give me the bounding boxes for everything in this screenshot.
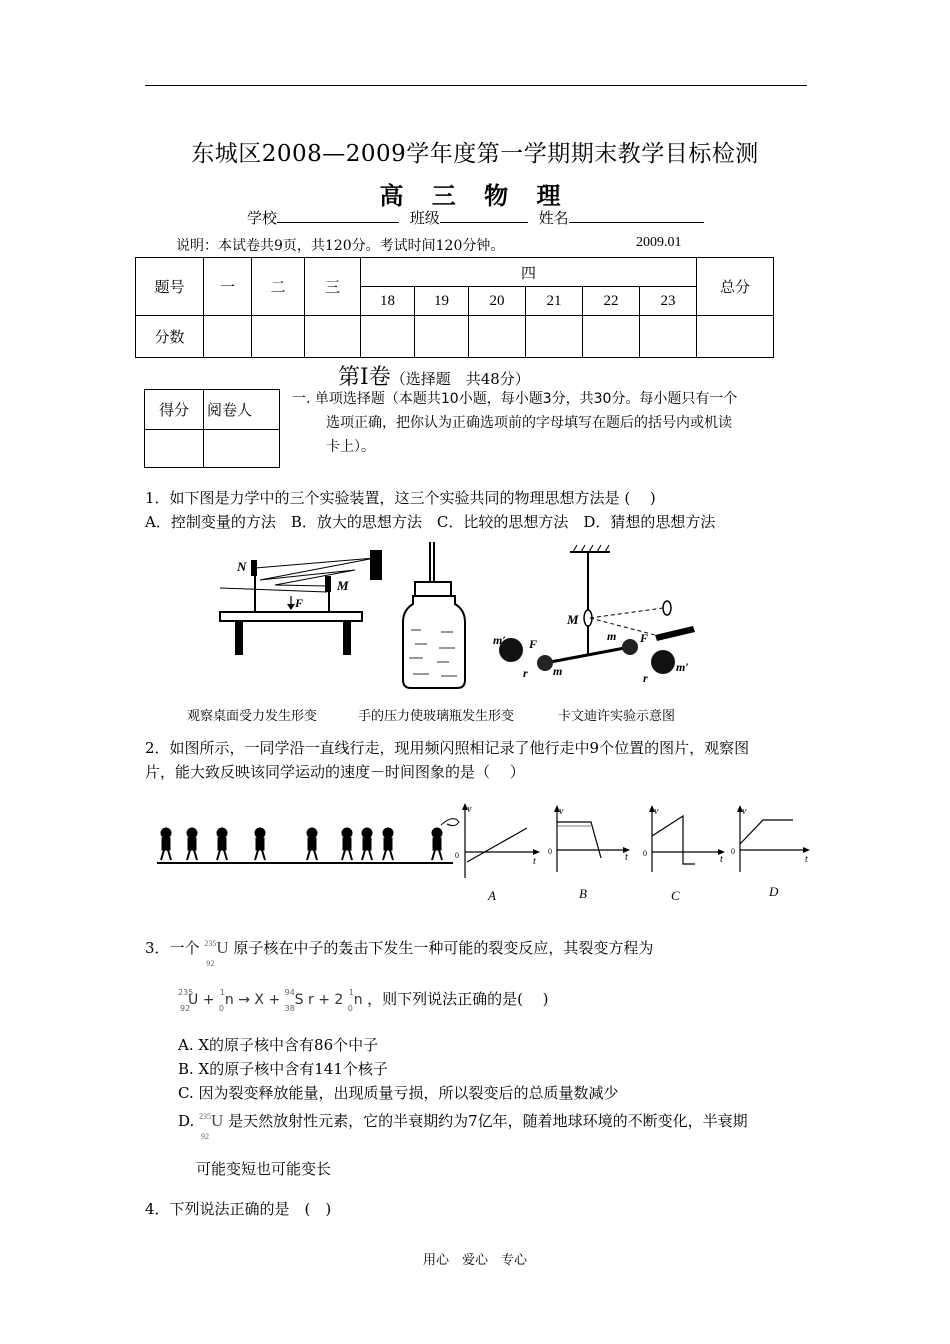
graph-label-A: A xyxy=(488,888,496,903)
axis-v-B: v xyxy=(559,806,564,817)
page-footer: 用心 爱心 专心 xyxy=(422,1253,527,1268)
q2-stem-line1: 2．如图所示，一同学沿一直线行走，现用频闪照相记录了他行走中9个位置的图片，观察图 xyxy=(145,739,750,757)
score-cell[interactable] xyxy=(361,316,415,358)
q3-option-D-line2: 可能变短也可能变长 xyxy=(196,1160,332,1178)
q3-option-D-pre: D. xyxy=(178,1112,195,1130)
subcol: 18 xyxy=(361,287,415,316)
section1-heading xyxy=(292,387,737,459)
section1-heading-line: 一. 单项选择题（本题共10小题，每小题3分，共30分。每小题只有一个 xyxy=(292,391,738,407)
school-field[interactable] xyxy=(277,208,399,223)
label-r-right: r xyxy=(643,671,648,685)
eq-U-mass: 235 xyxy=(178,988,194,997)
axis-t-D: t xyxy=(805,854,808,865)
walker-figure xyxy=(432,828,442,860)
name-field[interactable] xyxy=(569,208,704,223)
eq-U-charge: 92 xyxy=(180,1004,191,1013)
bottle-apparatus xyxy=(403,542,465,688)
q1-options: A．控制变量的方法 B．放大的思想方法 C．比较的思想方法 D．猜想的思想方法 xyxy=(145,513,716,531)
label-m-right: m xyxy=(607,629,617,643)
exam-subject: 高 三 物 理 xyxy=(379,182,571,210)
score-cell[interactable] xyxy=(583,316,640,358)
section1-title-sub: （选择题 共48分） xyxy=(390,370,530,388)
score-table xyxy=(135,257,774,358)
q3-option-B: B. X的原子核中含有141个核子 xyxy=(178,1060,388,1078)
axis-t-C: t xyxy=(720,854,723,865)
col-1: 一 xyxy=(204,258,252,316)
grade-box xyxy=(144,389,280,468)
cavendish-apparatus xyxy=(493,545,695,685)
eq-n2-symbol: n xyxy=(353,992,363,1008)
walker-figure xyxy=(342,828,352,860)
q2-figure xyxy=(155,800,815,910)
q4-stem: 4．下列说法正确的是 ( ) xyxy=(145,1200,332,1218)
label-mprime-right: m′ xyxy=(676,660,689,674)
q3-option-D xyxy=(178,1110,748,1141)
walker-figure xyxy=(255,828,265,860)
grade-score-cell[interactable] xyxy=(145,430,204,468)
walker-figure xyxy=(383,828,393,860)
grade-score-label: 得分 xyxy=(145,390,204,430)
eq-X: X xyxy=(254,992,264,1008)
eq-n2-mass: 1 xyxy=(348,988,354,997)
label-M: M xyxy=(337,578,349,593)
subcol: 23 xyxy=(640,287,697,316)
label-F: F xyxy=(295,596,304,610)
q1-caption-2: 手的压力使玻璃瓶发生形变 xyxy=(358,709,515,724)
nuclide-U-D xyxy=(199,1110,224,1141)
col-2: 二 xyxy=(252,258,305,316)
vt-graph-A xyxy=(455,803,540,903)
eq-plus: + xyxy=(268,992,281,1008)
eq-plus-2: + 2 xyxy=(318,992,344,1008)
eq-U xyxy=(178,988,199,1013)
walker-figure xyxy=(161,828,171,860)
q2-stem-line2: 片，能大致反映该同学运动的速度－时间图象的是（ ） xyxy=(145,763,525,781)
grade-reviewer-cell[interactable] xyxy=(204,430,280,468)
q3-stem-pre: 3．一个 xyxy=(145,939,200,957)
label-M-cav: M xyxy=(567,612,579,627)
fission-equation xyxy=(178,988,549,1013)
class-field[interactable] xyxy=(440,208,528,223)
origin-D: 0 xyxy=(731,847,735,856)
axis-v-D: v xyxy=(742,806,747,817)
label-F-left: F xyxy=(529,637,538,651)
label-mprime-left: m′ xyxy=(493,633,506,647)
origin-B: 0 xyxy=(548,847,552,856)
section1-heading-line: 选项正确，把你认为正确选项前的字母填写在题后的括号内或机读 xyxy=(326,415,732,431)
graph-label-C: C xyxy=(671,888,680,903)
axis-v-C: v xyxy=(654,806,659,817)
q3-option-D-post: 是天然放射性元素，它的半衰期约为7亿年，随着地球环境的不断变化，半衰期 xyxy=(228,1112,748,1130)
student-info-line xyxy=(247,207,704,228)
eq-tail: ，则下列说法正确的是( ) xyxy=(367,990,549,1008)
col-total: 总分 xyxy=(697,258,774,316)
q1-caption-3: 卡文迪许实验示意图 xyxy=(558,709,676,724)
eq-arrow: → xyxy=(238,992,250,1008)
origin-A: 0 xyxy=(455,851,459,860)
subcol: 21 xyxy=(526,287,583,316)
graph-label-D: D xyxy=(769,884,779,899)
table-apparatus xyxy=(220,550,382,655)
section1-heading-line: 卡上）。 xyxy=(326,439,375,455)
eq-Sr-charge: 38 xyxy=(284,1004,295,1013)
axis-t-B: t xyxy=(625,852,628,863)
score-cell[interactable] xyxy=(469,316,526,358)
walker-figure xyxy=(187,828,197,860)
eq-n-mass: 1 xyxy=(219,988,225,997)
class-label: 班级 xyxy=(409,209,440,227)
q3-stem xyxy=(145,937,654,968)
origin-C: 0 xyxy=(643,849,647,858)
eq-U-symbol: U xyxy=(188,992,199,1008)
q3-option-A: A. X的原子核中含有86个中子 xyxy=(178,1036,379,1054)
score-cell[interactable] xyxy=(640,316,697,358)
section1-title-main: 第Ⅰ卷 xyxy=(338,365,391,390)
top-rule xyxy=(145,85,807,86)
subcol: 19 xyxy=(415,287,469,316)
label-m-left: m xyxy=(553,664,563,678)
graph-label-B: B xyxy=(579,886,587,901)
exam-title: 东城区2008—2009学年度第一学期期末教学目标检测 xyxy=(191,141,759,167)
vt-graph-B xyxy=(548,805,630,901)
walker-strip xyxy=(157,819,459,863)
score-cell[interactable] xyxy=(697,316,774,358)
grade-reviewer-label: 阅卷人 xyxy=(204,390,280,430)
col-3: 三 xyxy=(305,258,361,316)
score-cell[interactable] xyxy=(252,316,305,358)
vt-graph-C xyxy=(643,805,725,903)
score-cell[interactable] xyxy=(526,316,583,358)
q3-stem-post: 原子核在中子的轰击下发生一种可能的裂变反应，其裂变方程为 xyxy=(233,939,654,957)
nuclide-U xyxy=(204,937,229,968)
eq-Sr xyxy=(284,988,314,1013)
subcol: 22 xyxy=(583,287,640,316)
U-charge-D: 92 xyxy=(201,1132,210,1141)
eq-n xyxy=(218,988,234,1013)
eq-n2-charge: 0 xyxy=(347,1004,353,1013)
score-cell[interactable] xyxy=(305,316,361,358)
school-label: 学校 xyxy=(247,209,278,227)
eq-Sr-symbol: S r xyxy=(294,992,314,1008)
vt-graph-D xyxy=(731,805,810,899)
score-cell[interactable] xyxy=(415,316,469,358)
col-4: 四 xyxy=(361,258,697,287)
label-r-left: r xyxy=(523,666,528,680)
U-mass-D: 235 xyxy=(199,1112,212,1121)
subcol: 20 xyxy=(469,287,526,316)
U-mass: 235 xyxy=(204,939,217,948)
label-F-right: F xyxy=(640,631,649,645)
eq-n-symbol: n xyxy=(224,992,234,1008)
score-row2-label: 分数 xyxy=(136,316,204,358)
eq-plus: + xyxy=(202,992,215,1008)
axis-t-A: t xyxy=(533,856,536,867)
walker-figure xyxy=(362,828,372,860)
eq-n-charge: 0 xyxy=(218,1004,224,1013)
name-label: 姓名 xyxy=(538,209,569,227)
U-charge: 92 xyxy=(206,959,215,968)
label-N: N xyxy=(237,559,247,574)
q1-caption-1: 观察桌面受力发生形变 xyxy=(187,709,318,724)
q1-stem: 1．如下图是力学中的三个实验装置，这三个实验共同的物理思想方法是 ( ) xyxy=(145,489,656,507)
walker-figure xyxy=(307,828,317,860)
eq-n2 xyxy=(347,988,363,1013)
exam-date: 2009.01 xyxy=(636,235,682,250)
walker-figure xyxy=(217,828,227,860)
eq-Sr-mass: 94 xyxy=(284,988,295,997)
U-symbol-D: U xyxy=(211,1111,224,1130)
score-cell[interactable] xyxy=(204,316,252,358)
q3-option-C: C. 因为裂变释放能量，出现质量亏损，所以裂变后的总质量数减少 xyxy=(178,1084,619,1102)
U-symbol: U xyxy=(216,938,229,957)
q1-figure xyxy=(215,540,705,700)
exam-note: 说明：本试卷共9页，共120分。考试时间120分钟。 xyxy=(176,238,505,254)
axis-v-A: v xyxy=(467,804,472,815)
score-row-label: 题号 xyxy=(136,258,204,316)
